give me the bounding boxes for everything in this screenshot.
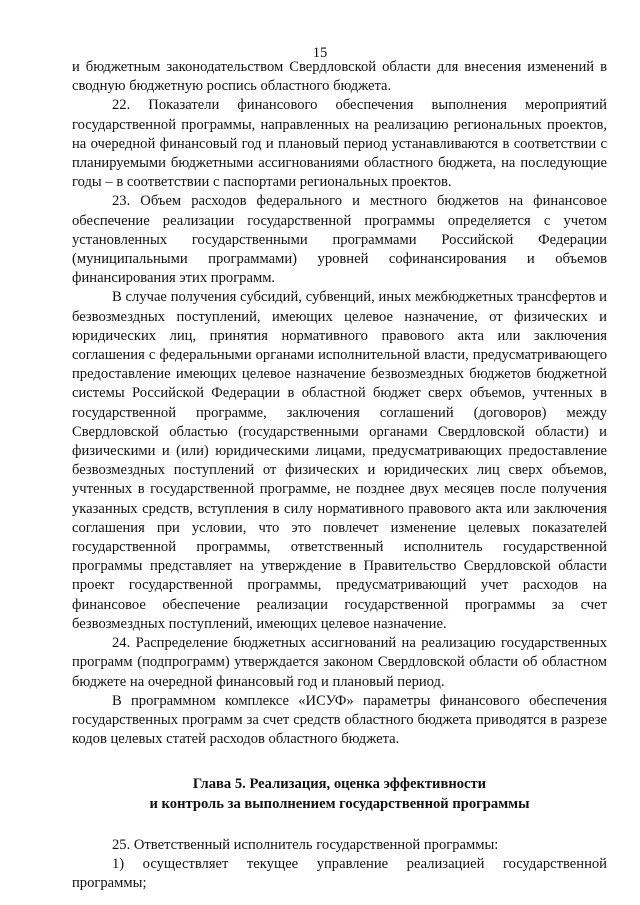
paragraph-isuf: В программном комплексе «ИСУФ» параметры финансового обеспечения государственных программ за счет средств областного бюджета приводятся в разрезе кодов целевых статей расходов областного бюджета.: [72, 692, 607, 748]
paragraph-24: 24. Распределение бюджетных ассигнований на реализацию государственных программ (подпрограмм) утверждается законом Свердловской области об областном бюджете на очередной финансовый год и плановый период.: [72, 635, 607, 690]
chapter-heading: [72, 775, 607, 813]
paragraph-25-item-1: 1) осуществляет текущее управление реализацией государственной программы;: [72, 855, 607, 892]
paragraph-subsidies: В случае получения субсидий, субвенций, иных межбюджетных трансфертов и безвозмездных поступлений, имеющих целевое назначение, от физических и юридических лиц, принятия нормативного правового акта или заключения соглашения с федеральными органами исполнительной власти, предусматривающего предоставление имеющих целевое назначение безвозмездных бюджетов бюджетной системы Российской Федерации в областной бюджет сверх объемов, учтенных в государственной программе, заключения соглашений (договоров) между Свердловской областью (государственными органами Свердловской области) и физическими и (или) юридическими лицами, предусматривающих предоставление безвозмездных поступлений от физических и юридических лиц сверх объемов, учтенных в государственной программе, не позднее двух месяцев после получения указанных средств, вступления в силу нормативного правового акта или заключения соглашения при условии, что это повлечет изменение целевых показателей государственной программы, ответственный исполнитель государственной программы представляет на утверждение в Правительство Свердловской области проект государственной программы, предусматривающий учет расходов на финансовое обеспечение реализации государственной программы за счет безвозмездных поступлений, имеющих целевое назначение.: [72, 289, 607, 632]
page-number: 15: [312, 45, 328, 61]
paragraph-22: 22. Показатели финансового обеспечения выполнения мероприятий государственной программы, направленных на реализацию региональных проектов, на очередной финансовый год и плановый период устанавливаются в соответствии с планируемыми бюджетными ассигнованиями областного бюджета, на последующие годы – в соответствии с паспортами региональных проектов.: [72, 97, 607, 191]
paragraph-23: 23. Объем расходов федерального и местного бюджетов на финансовое обеспечение реализации государственной программы определяется с учетом установленных государственными программами Российской Федерации (муниципальными программами) уровней софинансирования и объемов финансирования этих программ.: [72, 193, 607, 287]
paragraph-continuation: и бюджетным законодательством Свердловской области для внесения изменений в сводную бюджетную роспись областного бюджета.: [72, 59, 607, 95]
chapter-heading-line-1: Глава 5. Реализация, оценка эффективности: [192, 776, 487, 793]
paragraph-25: 25. Ответственный исполнитель государственной программы:: [112, 836, 499, 853]
chapter-heading-line-2: и контроль за выполнением государственной программы: [149, 795, 530, 812]
document-body: [72, 58, 607, 893]
